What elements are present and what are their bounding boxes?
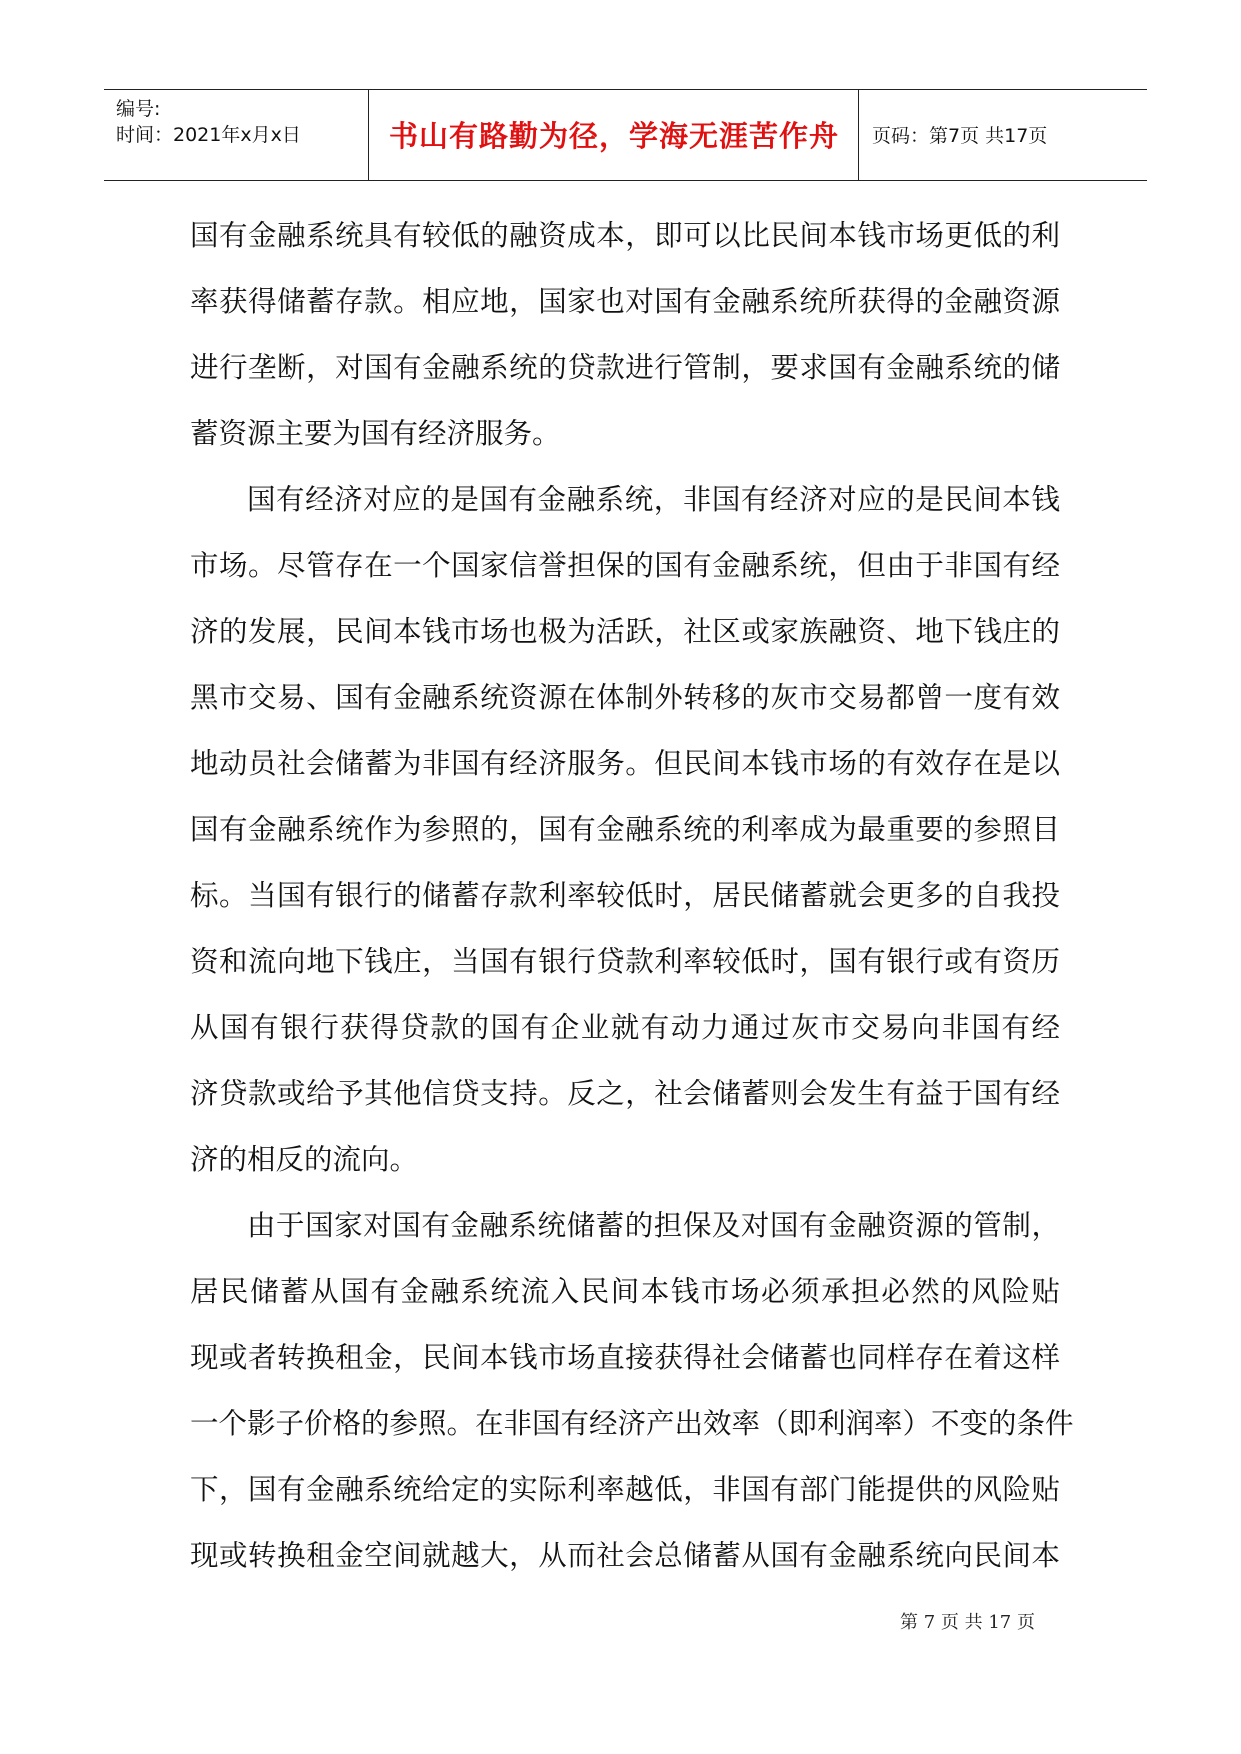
body-line: 资和流向地下钱庄，当国有银行贷款利率较低时，国有银行或有资历 (190, 945, 1060, 978)
body-line: 居民储蓄从国有金融系统流入民间本钱市场必须承担必然的风险贴 (190, 1275, 1060, 1308)
body-line: 进行垄断，对国有金融系统的贷款进行管制，要求国有金融系统的储 (190, 351, 1060, 384)
body-line: 国有金融系统作为参照的，国有金融系统的利率成为最重要的参照目 (190, 813, 1060, 846)
body-line: 国有金融系统具有较低的融资成本，即可以比民间本钱市场更低的利 (190, 219, 1060, 252)
header-page-label: 页码：第7页 共17页 (872, 125, 1048, 147)
body-line: 黑市交易、国有金融系统资源在体制外转移的灰市交易都曾一度有效 (190, 681, 1060, 714)
body-line: 从国有银行获得贷款的国有企业就有动力通过灰市交易向非国有经 (190, 1011, 1060, 1044)
header-time-label: 时间：2021年x月x日 (116, 124, 301, 146)
body-line: 一个影子价格的参照。在非国有经济产出效率（即利润率）不变的条件 (190, 1407, 1074, 1440)
body-line: 标。当国有银行的储蓄存款利率较低时，居民储蓄就会更多的自我投 (190, 879, 1060, 912)
header-meta (116, 96, 301, 148)
body-line: 现或转换租金空间就越大，从而社会总储蓄从国有金融系统向民间本 (190, 1539, 1060, 1572)
body-line: 地动员社会储蓄为非国有经济服务。但民间本钱市场的有效存在是以 (190, 747, 1060, 780)
header-number-label: 编号: (116, 98, 161, 120)
body-line: 现或者转换租金，民间本钱市场直接获得社会储蓄也同样存在着这样 (190, 1341, 1060, 1374)
body-line: 济的发展，民间本钱市场也极为活跃，社区或家族融资、地下钱庄的 (190, 615, 1060, 648)
body-line: 市场。尽管存在一个国家信誉担保的国有金融系统，但由于非国有经 (190, 549, 1060, 582)
body-line: 蓄资源主要为国有经济服务。 (190, 417, 561, 450)
page-footer: 第 7 页 共 17 页 (900, 1612, 1035, 1633)
document-body (190, 203, 1074, 1589)
body-line: 下，国有金融系统给定的实际利率越低，非国有部门能提供的风险贴 (190, 1473, 1060, 1506)
body-line: 济的相反的流向。 (190, 1143, 419, 1176)
header-motto: 书山有路勤为径，学海无涯苦作舟 (388, 119, 839, 153)
page-header (104, 89, 1147, 181)
body-line: 由于国家对国有金融系统储蓄的担保及对国有金融资源的管制， (247, 1209, 1060, 1242)
header-divider-left (368, 90, 369, 180)
header-divider-right (858, 90, 859, 180)
body-line: 济贷款或给予其他信贷支持。反之，社会储蓄则会发生有益于国有经 (190, 1077, 1060, 1110)
body-line: 国有经济对应的是国有金融系统，非国有经济对应的是民间本钱 (247, 483, 1060, 516)
body-line: 率获得储蓄存款。相应地，国家也对国有金融系统所获得的金融资源 (190, 285, 1060, 318)
